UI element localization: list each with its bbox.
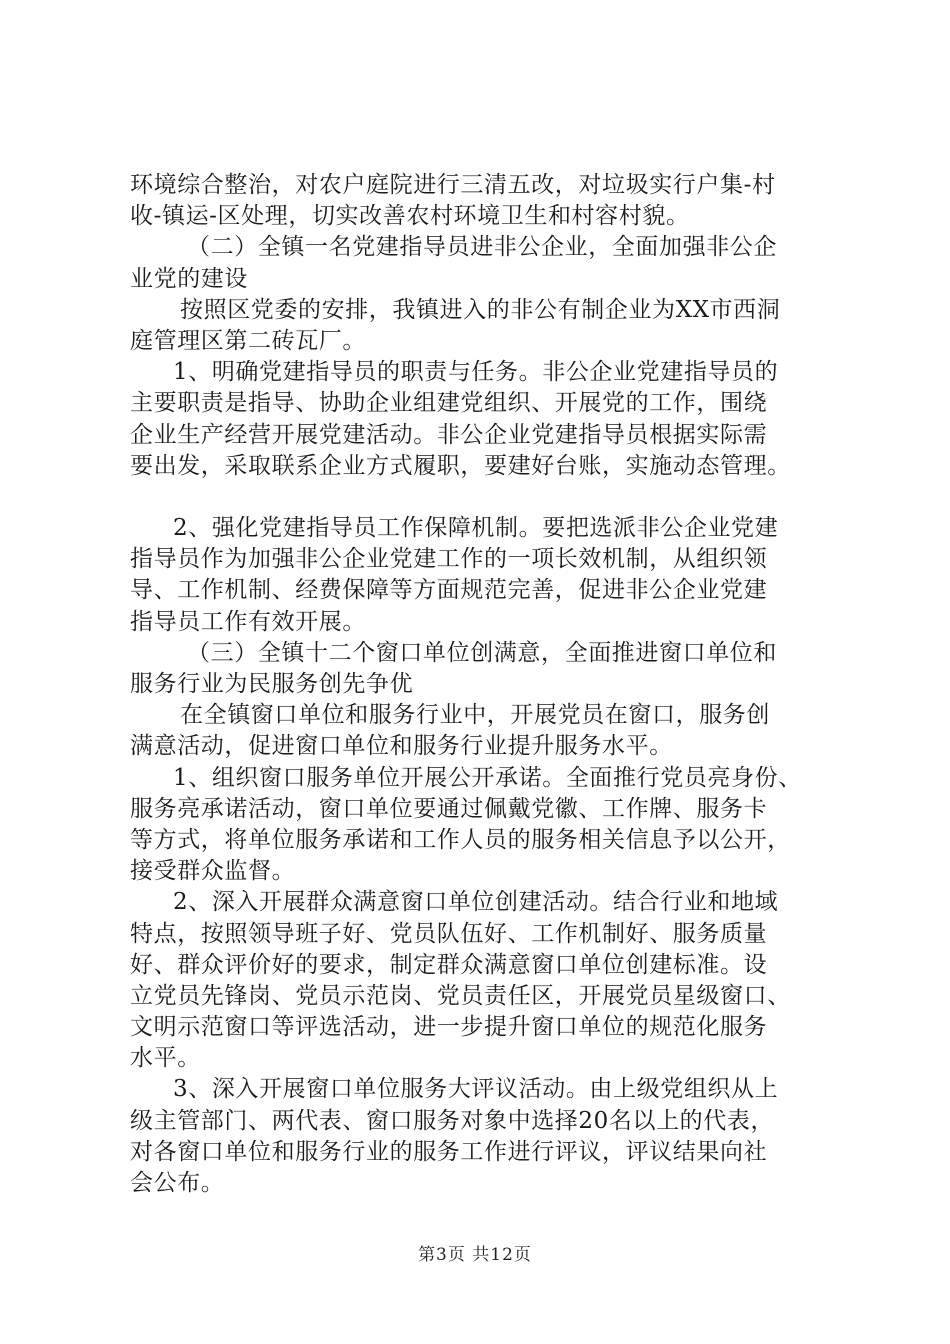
- text-line: 对各窗口单位和服务行业的服务工作进行评议，评议结果向社: [130, 1138, 768, 1165]
- text-line: 会公布。: [130, 1170, 225, 1196]
- text-line: 级主管部门、两代表、窗口服务对象中选择20名以上的代表，: [130, 1107, 775, 1134]
- section-heading: （二）全镇一名党建指导员进非公企业，全面加强非公企: [187, 234, 777, 261]
- text-line: 等方式，将单位服务承诺和工作人员的服务相关信息予以公开，: [130, 826, 791, 853]
- text-line: 指导员作为加强非公企业党建工作的一项长效机制，从组织领: [130, 546, 768, 573]
- text-line: 接受群众监督。: [130, 858, 296, 885]
- section-heading: （三）全镇十二个窗口单位创满意，全面推进窗口单位和: [187, 639, 777, 666]
- blank-line: [130, 482, 840, 513]
- page-number-footer: 第3页 共12页: [418, 1245, 532, 1265]
- text-line: 1、组织窗口服务单位开展公开承诺。全面推行党员亮身份、: [173, 764, 802, 791]
- text-line: 好、群众评价好的要求，制定群众满意窗口单位创建标准。设: [130, 951, 768, 978]
- section-heading: 业党的建设: [130, 265, 248, 292]
- text-line: 按照区党委的安排，我镇进入的非公有制企业为XX市西洞: [180, 296, 781, 323]
- text-line: 主要职责是指导、协助企业组建党组织、开展党的工作，围绕: [130, 390, 768, 417]
- text-line: 文明示范窗口等评选活动，进一步提升窗口单位的规范化服务: [130, 1014, 768, 1041]
- text-line: 3、深入开展窗口单位服务大评议活动。由上级党组织从上: [173, 1076, 779, 1103]
- text-line: 2、深入开展群众满意窗口单位创建活动。结合行业和地域: [173, 889, 779, 916]
- text-line: 2、强化党建指导员工作保障机制。要把选派非公企业党建: [173, 515, 779, 542]
- section-heading: 服务行业为民服务创先争优: [130, 671, 414, 697]
- text-line: 1、明确党建指导员的职责与任务。非公企业党建指导员的: [173, 359, 779, 386]
- text-line: 收-镇运-区处理，切实改善农村环境卫生和村容村貌。: [130, 203, 690, 230]
- text-line: 立党员先锋岗、党员示范岗、党员责任区，开展党员星级窗口、: [130, 982, 791, 1009]
- text-line: 特点，按照领导班子好、党员队伍好、工作机制好、服务质量: [130, 920, 768, 947]
- text-line: 企业生产经营开展党建活动。非公企业党建指导员根据实际需: [130, 421, 768, 448]
- text-line: 环境综合整治，对农户庭院进行三清五改，对垃圾实行户集-村: [130, 172, 776, 198]
- text-line: 指导员工作有效开展。: [130, 608, 366, 635]
- text-line: 满意活动，促进窗口单位和服务行业提升服务水平。: [130, 733, 673, 760]
- text-line: 服务亮承诺活动，窗口单位要通过佩戴党徽、工作牌、服务卡: [130, 795, 768, 822]
- text-line: 水平。: [130, 1045, 201, 1072]
- text-line: 导、工作机制、经费保障等方面规范完善，促进非公企业党建: [130, 577, 768, 604]
- text-line: 庭管理区第二砖瓦厂。: [130, 327, 366, 354]
- text-line: 要出发，采取联系企业方式履职，要建好台账，实施动态管理。: [130, 452, 791, 479]
- text-line: 在全镇窗口单位和服务行业中，开展党员在窗口，服务创: [180, 702, 770, 729]
- document-body: [130, 170, 840, 1199]
